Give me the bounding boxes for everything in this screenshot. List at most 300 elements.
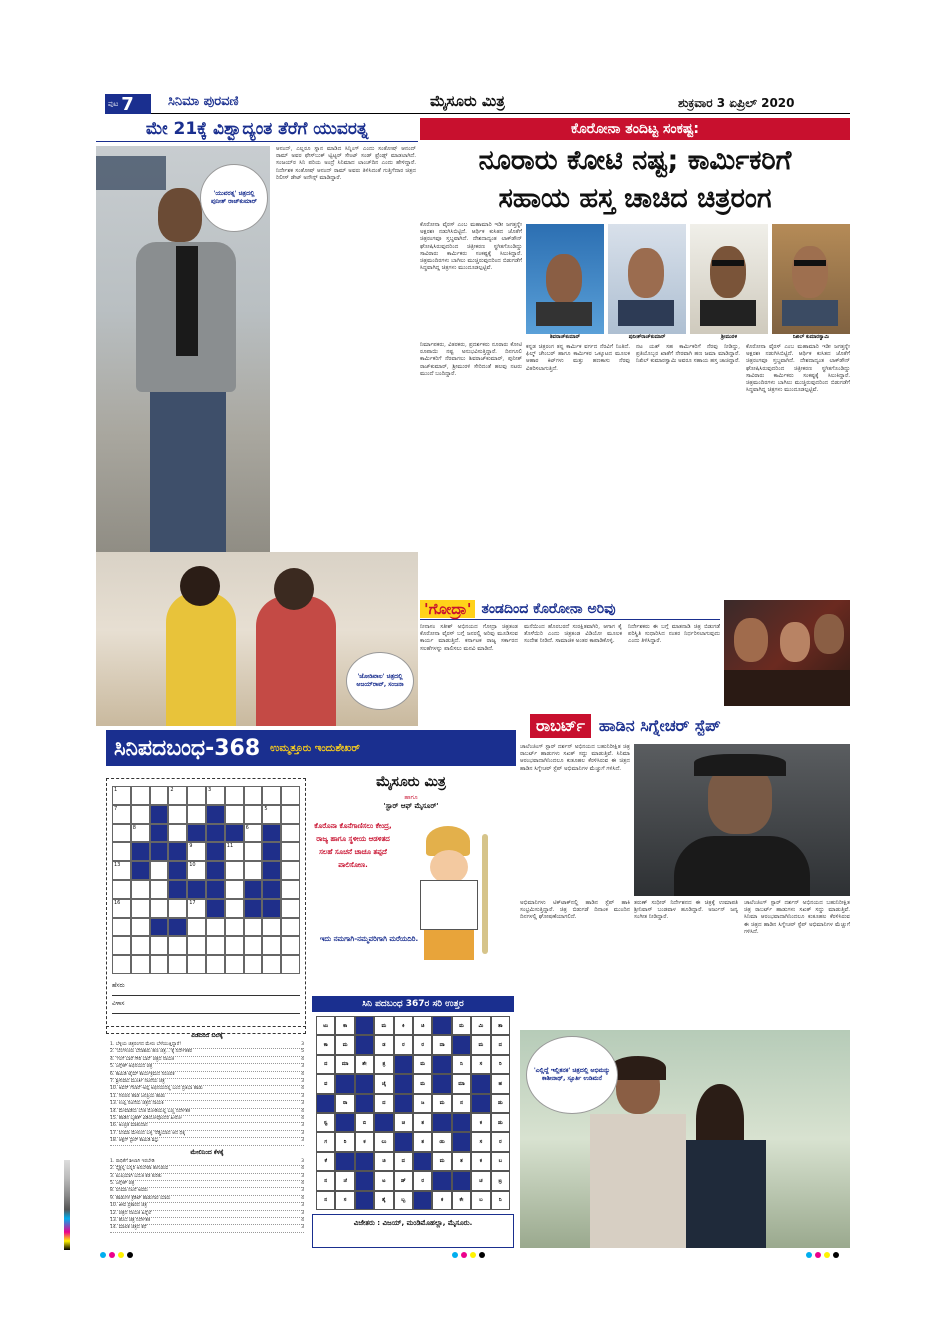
answer-cell xyxy=(394,1055,413,1074)
answer-cell: ಚಿ xyxy=(413,1016,432,1035)
crossword-cell[interactable]: 16 xyxy=(112,899,131,918)
crossword-cell[interactable] xyxy=(281,861,300,880)
newspaper-name: ಮೈಸೂರು ಮಿತ್ರ xyxy=(430,92,505,110)
page-number-box xyxy=(105,94,151,114)
godhra-poster xyxy=(724,600,850,706)
robert-title-rest: ಹಾಡಿನ ಸಿಗ್ನೇಚರ್ ಸ್ಟೆಪ್ xyxy=(598,716,721,735)
crossword-cell[interactable] xyxy=(112,955,131,974)
crossword-cell[interactable]: 13 xyxy=(112,861,131,880)
crossword-cell xyxy=(168,918,187,937)
answer-cell: ರ xyxy=(491,1132,510,1151)
clue-length: 4 xyxy=(301,1086,304,1092)
answer-cell xyxy=(394,1132,413,1151)
clue-row xyxy=(110,1211,304,1218)
answer-cell: ದ xyxy=(491,1035,510,1054)
crossword-cell xyxy=(150,918,169,937)
address-label: ವಿಳಾಸ xyxy=(112,1000,125,1007)
clue-text: 18. ಆಕ್ಷನ್ ಸ್ಟಾರ್ ಕಾಮಿಡಿ ಶಿಸ್ತು xyxy=(110,1138,159,1144)
answer-cell xyxy=(413,1152,432,1171)
crossword-cell[interactable] xyxy=(244,936,263,955)
jodi-photo xyxy=(96,552,418,726)
promo-message: ಕೊರೊನಾ ಕೊನೆಗಾಣಿಸಲು ಕೇಂದ್ರ, ರಾಜ್ಯ ಹಾಗೂ ಸ್ಥಳೀಯ ಆಡಳಿತದ ಸಲಹೆ ಸೂಚನೆ ಚಾಚೂ ತಪ್ಪದೆ ಪಾಲಿಸೋಣ. xyxy=(314,822,392,869)
answer-cell: ರಾ xyxy=(335,1094,354,1113)
answer-cell: ನ xyxy=(452,1094,471,1113)
clue-row xyxy=(110,1166,304,1173)
crossword-cell[interactable] xyxy=(187,786,206,805)
corona-headline-2: ಸಹಾಯ ಹಸ್ತ ಚಾಚಿದ ಚಿತ್ರರಂಗ xyxy=(498,183,772,214)
godhra-text-col2: ಮನೆಯಿಂದ ಹೊರಬರದೆ ಸುರಕ್ಷಿತವಾಗಿರಿ, ಆಗಾಗ ಕೈ ತೊಳೆಯಿರಿ ಎಂದು ಚಿತ್ರತಂಡ ವಿಡಿಯೋ ಮೂಲಕ ಸಂದೇಶ ನೀಡಿದೆ. ಸಾಮಾಜಿಕ ಅಂತರ ಕಾಪಾಡಿಕೊಳ್ಳಿ. xyxy=(524,624,622,645)
clue-text: 1. ಬೆಳ್ಳಿಯ ಚಿತ್ರರಂಗದ ಮೇರು ಬೆಳೆಯುತ್ತಿದ್ದಾರೆ! xyxy=(110,1042,182,1047)
crossword-cell xyxy=(244,880,263,899)
answer-cell: ಮಾ xyxy=(335,1055,354,1074)
answer-cell xyxy=(432,1113,451,1132)
crossword-cell xyxy=(262,824,281,843)
godhra-headline-quote: 'ಗೋದ್ರಾ' xyxy=(420,600,475,618)
answer-cell: ಮ xyxy=(432,1152,451,1171)
clue-text: 5. ಜಗ್ಗೇಶ್ ಅಭಿನಯದ ಚಿತ್ರ xyxy=(110,1064,153,1070)
crossword-cell[interactable] xyxy=(225,861,244,880)
crossword-cell[interactable] xyxy=(244,786,263,805)
answer-cell: ಜೈ xyxy=(374,1074,393,1093)
answer-cell xyxy=(394,1074,413,1093)
clue-length: 3 xyxy=(301,1210,304,1216)
promo-box xyxy=(308,774,514,988)
answer-cell: ಸ xyxy=(471,1055,490,1074)
clue-length: 4 xyxy=(301,1195,304,1201)
answer-cell xyxy=(471,1094,490,1113)
promo-star: 'ಸ್ಟಾರ್ ಆಫ್ ಮೈಸೂರ್' xyxy=(383,802,439,810)
corona-headline-1: ನೂರಾರು ಕೋಟಿ ನಷ್ಟ; ಕಾರ್ಮಿಕರಿಗೆ xyxy=(478,145,792,176)
answer-cell: ತಾ xyxy=(491,1016,510,1035)
answer-cell: ಮ xyxy=(374,1016,393,1035)
crossword-cell xyxy=(262,899,281,918)
answer-cell: ರ xyxy=(413,1035,432,1054)
answer-cell: ರಿ xyxy=(335,1132,354,1151)
crossword-cell[interactable]: 8 xyxy=(131,824,150,843)
answer-cell: ಜ xyxy=(413,1094,432,1113)
clue-length: 4 xyxy=(301,1180,304,1186)
crossword-cell[interactable] xyxy=(168,936,187,955)
yuvarathna-text-col1: ಆನಂದ್, ಎಲ್ಲರೂ ಸ್ನಾನ ಮಾಡಿದ ಸಿನ್ನಿಂಗ್ ಎಂದು ಸಂತೋಷ್ ಆನಂದ್ ರಾಮ್ ಅವರ ಫೇಸ್‌ಬುಕ್ ಟ್ವಿಟ್ಟರ್ ಸೇಂಟ್ ಸಂಡ್ ಫ್ರೆಂಡ್ಸ್ ಮಾಡಲಾಗಿದೆ. ಸಂಜಯ್‌ರ ಸಿನಿ ಪರಿಯ ಅಂದ್ರೆ ಸಿನಿಮಾದ ಲಾಂಚ್‌ದಿನ ಎಂದು ಹೇಳಿದ್ದಾರೆ. ನಿರ್ದೇಶಕ ಸಂತೋಷ್ ಆನಂದ್ ರಾಮ್ ಅವರು ತಿಳಿಸಿದಂತೆ ಗುತ್ತಿಗೆದಾರ ಚಿತ್ರದ ರಿಲೀಸ್ ಡೇಟ್ ಅನೌನ್ಸ್ ಮಾಡಿದ್ದಾರೆ. xyxy=(276,146,416,181)
crossword-cell[interactable] xyxy=(168,955,187,974)
clue-length: 3 xyxy=(301,1064,304,1070)
person-shirt xyxy=(176,246,198,356)
answer-cell: ನ xyxy=(316,1191,335,1210)
answer-cell: ಹ xyxy=(491,1074,510,1093)
crossword-cell[interactable] xyxy=(225,805,244,824)
answer-cell: ಚಿ xyxy=(394,1113,413,1132)
clue-length: 3 xyxy=(301,1158,304,1164)
crossword-cell xyxy=(206,880,225,899)
clue-row xyxy=(110,1086,304,1093)
clue-text: 16. ಅಂಬ್ರಿಕ ಮಾತುದಾನ xyxy=(110,1123,148,1129)
answer-cell xyxy=(374,1113,393,1132)
corona-text-col4: ಕೊರೋನಾ ವೈರಸ್ ಎಂಬ ಮಹಾಮಾರಿ ಇಡೀ ಜಗತ್ತನ್ನೇ ಅಕ್ಷರಶಃ ನಡುಗಿಸಿಬಿಟ್ಟಿದೆ. ಆರ್ಥಿಕ ಕುಸಿತದ ಜೊತೆಗೆ ಚಿತ್ರರಂಗವೂ ಸ್ತಬ್ಧವಾಗಿದೆ. ದೇಶದಾದ್ಯಂತ ಲಾಕ್‌ಡೌನ್ ಘೋಷಿಸಿರುವುದರಿಂದ ಚಿತ್ರೀಕರಣ ಸ್ಥಗಿತಗೊಂಡಿದ್ದು ಸಾವಿರಾರು ಕಾರ್ಮಿಕರು ಸಂಕಷ್ಟಕ್ಕೆ ಸಿಲುಕಿದ್ದಾರೆ. ಚಿತ್ರಮಂದಿರಗಳು ಬಾಗಿಲು ಮುಚ್ಚಿರುವುದರಿಂದ ಬಿಡುಗಡೆಗೆ ಸಿದ್ಧವಾಗಿದ್ದ ಚಿತ್ರಗಳು ಮುಂದೂಡಲ್ಪಟ್ಟಿವೆ. xyxy=(746,344,850,394)
answer-cell: ಟ xyxy=(374,1171,393,1190)
page-label: ಪುಟ xyxy=(108,99,119,108)
crossword-author: ಉಮ್ಮತ್ತೂರು ಇಂದುಶೇಖರ್ xyxy=(270,742,360,754)
clues-across xyxy=(110,1032,304,1233)
crossword-cell xyxy=(131,842,150,861)
crossword-cell[interactable] xyxy=(168,899,187,918)
crossword-cell[interactable] xyxy=(168,805,187,824)
crossword-cell[interactable] xyxy=(131,918,150,937)
crossword-cell[interactable] xyxy=(281,786,300,805)
answer-cell: ನಿ xyxy=(491,1191,510,1210)
crossword-cell[interactable] xyxy=(281,918,300,937)
clue-row xyxy=(110,1188,304,1195)
answer-cell: ದ xyxy=(394,1152,413,1171)
crossword-cell xyxy=(206,842,225,861)
robert-title-logo: ರಾಬರ್ಟ್ xyxy=(530,714,591,738)
answer-cell: ಕಾ xyxy=(316,1035,335,1054)
crossword-cell[interactable] xyxy=(225,918,244,937)
crossword-cell[interactable]: 3 xyxy=(206,786,225,805)
crossword-address-field[interactable] xyxy=(112,1000,300,1014)
crossword-cell[interactable] xyxy=(262,786,281,805)
answer-cell: ಕ xyxy=(432,1191,451,1210)
answer-cell: ಕೇ xyxy=(452,1191,471,1210)
actor-name-4: ನಿಖಿಲ್ ಕುಮಾರಸ್ವಾಮಿ xyxy=(792,334,830,340)
crossword-cell[interactable] xyxy=(168,824,187,843)
crossword-cell[interactable] xyxy=(225,786,244,805)
actor-name-1: ಶಿವರಾಜ್‌ಕುಮಾರ್ xyxy=(550,334,580,340)
crossword-cell[interactable]: 10 xyxy=(187,861,206,880)
answer-cell xyxy=(316,1094,335,1113)
answer-cell: ಬ xyxy=(491,1152,510,1171)
answer-cell: ಬಿ xyxy=(355,1113,374,1132)
color-marks-center xyxy=(452,1252,485,1258)
crossword-cell[interactable] xyxy=(225,899,244,918)
clue-text: 7. ಶ್ರೀನಿವಾಸ ಮೂರ್ತಿ ನಟನೆಯ ಚಿತ್ರ xyxy=(110,1079,165,1085)
clue-length: 3 xyxy=(301,1093,304,1099)
crossword-cell xyxy=(168,842,187,861)
crossword-cell[interactable] xyxy=(131,955,150,974)
ellidde-caption: 'ಎಲ್ಲಿದ್ದೆ ಇಲ್ಲಿತನಕ' ಚಿತ್ರದಲ್ಲಿ ಅಭಿಮನ್ಯು ಕಾಶೀನಾಥ್, ಸ್ಫೂರ್ತಿ ಉಡಿಮನೆ xyxy=(526,1036,618,1114)
answer-cell xyxy=(355,1094,374,1113)
corona-text-col3: ನಟ ಯಶ್ ಸಹ ಕಾರ್ಮಿಕರಿಗೆ ನೆರವು ನೀಡಿದ್ದು, ಪ್ರತಿಯೊಬ್ಬರ ಖಾತೆಗೆ ನೇರವಾಗಿ ಹಣ ಜಮಾ ಮಾಡಿದ್ದಾರೆ. ನಿಖಿಲ್ ಕುಮಾರಸ್ವಾಮಿ ಅವರೂ ಸಹಾಯ ಹಸ್ತ ಚಾಚಿದ್ದಾರೆ. xyxy=(636,344,740,365)
clue-length: 4 xyxy=(301,1217,304,1223)
promo-and: ಹಾಗೂ xyxy=(404,794,418,801)
clue-length: 4 xyxy=(301,1166,304,1172)
answer-cell: ಸ xyxy=(335,1191,354,1210)
clue-text: 2. ಸೈಕ್ಲಲ್ಲಿ ಬನ್ನಿರಿ ಅನಿಬೇಡಾ ತಾಗುಡುವ xyxy=(110,1166,169,1172)
answer-cell: ನ xyxy=(316,1171,335,1190)
crossword-cell[interactable] xyxy=(262,955,281,974)
crossword-cell[interactable] xyxy=(281,899,300,918)
clue-row xyxy=(110,1101,304,1108)
answer-cell: ಡು xyxy=(491,1094,510,1113)
answer-cell: ಮ xyxy=(471,1035,490,1054)
crossword-cell[interactable]: 17 xyxy=(187,899,206,918)
cartoon-illustration xyxy=(400,820,512,970)
crossword-cell[interactable]: 5 xyxy=(262,805,281,824)
clue-length: 3 xyxy=(301,1079,304,1085)
crossword-cell[interactable] xyxy=(244,842,263,861)
crossword-cell[interactable] xyxy=(150,861,169,880)
answer-cell xyxy=(355,1152,374,1171)
crossword-cell[interactable] xyxy=(262,936,281,955)
crossword-cell[interactable] xyxy=(244,805,263,824)
answer-title: ಸಿನಿ ಪದಬಂಧ 367ರ ಸರಿ ಉತ್ತರ xyxy=(312,996,514,1012)
crossword-cell[interactable]: 11 xyxy=(225,842,244,861)
crossword-cell xyxy=(187,824,206,843)
section-title: ಸಿನಿಮಾ ಪುರವಣಿ xyxy=(168,94,239,109)
crossword-cell[interactable] xyxy=(131,899,150,918)
clue-length: 4 xyxy=(301,1108,304,1114)
crossword-cell xyxy=(262,842,281,861)
crossword-cell[interactable]: 2 xyxy=(168,786,187,805)
answer-grid xyxy=(316,1016,510,1210)
page-number: 7 xyxy=(121,93,134,115)
answer-cell: ರಿ xyxy=(491,1055,510,1074)
actor-photo-shivarajkumar xyxy=(526,224,604,334)
answer-cell: ಮಾ xyxy=(452,1074,471,1093)
clue-row xyxy=(110,1203,304,1210)
answer-cell: ಮ xyxy=(432,1094,451,1113)
answer-cell: ಕ xyxy=(471,1113,490,1132)
name-label: ಹೆಸರು xyxy=(112,982,125,989)
answer-cell xyxy=(355,1074,374,1093)
clue-text: 13. ಹೊಸ ಚಿತ್ರ ನಿರ್ದೇಶಕ xyxy=(110,1217,151,1223)
clue-length: 3 xyxy=(301,1042,304,1047)
crossword-cell xyxy=(206,824,225,843)
crossword-cell[interactable] xyxy=(281,842,300,861)
crossword-cell[interactable] xyxy=(244,918,263,937)
clue-text: 17. ಸಿನಿಮಾ ಮೇಲಿಂದ ಬಳ್ಳಿ 'ರೆಡ್ಡಿಯಾದ ಆದ ಧಿಕ್ಕ xyxy=(110,1130,186,1136)
clue-text: 10. ಜೀವ ಪ್ರಕಾರದ ಚಿತ್ರ xyxy=(110,1203,147,1209)
clue-row xyxy=(110,1064,304,1071)
woman-head xyxy=(180,566,220,606)
man-head xyxy=(274,568,314,610)
answer-cell: ಗ xyxy=(316,1132,335,1151)
crossword-header xyxy=(106,730,516,766)
clue-text: 10. ಅವನ್ ಗೆಲಾರೆ'-ಅಪ್ಪ ಅಭಿನಯದಲ್ಲಿ ಬಂದ ಪ್ರತಿಭಾ ಹಾಡು xyxy=(110,1086,203,1092)
clue-row xyxy=(110,1174,304,1181)
crossword-cell[interactable] xyxy=(131,880,150,899)
crossword-cell xyxy=(206,805,225,824)
answer-cell: ಜೆ xyxy=(335,1171,354,1190)
answer-cell: ಕ xyxy=(471,1152,490,1171)
corona-intro-text: ಕೊರೋನಾ ವೈರಸ್ ಎಂಬ ಮಹಾಮಾರಿ ಇಡೀ ಜಗತ್ತನ್ನೇ ಅಕ್ಷರಶಃ ನಡುಗಿಸಿಬಿಟ್ಟಿದೆ. ಆರ್ಥಿಕ ಕುಸಿತದ ಜೊತೆಗೆ ಚಿತ್ರರಂಗವೂ ಸ್ತಬ್ಧವಾಗಿದೆ. ದೇಶದಾದ್ಯಂತ ಲಾಕ್‌ಡೌನ್ ಘೋಷಿಸಿರುವುದರಿಂದ ಚಿತ್ರೀಕರಣ ಸ್ಥಗಿತಗೊಂಡಿದ್ದು ಸಾವಿರಾರು ಕಾರ್ಮಿಕರು ಸಂಕಷ್ಟಕ್ಕೆ ಸಿಲುಕಿದ್ದಾರೆ. ಚಿತ್ರಮಂದಿರಗಳು ಬಾಗಿಲು ಮುಚ್ಚಿರುವುದರಿಂದ ಬಿಡುಗಡೆಗೆ ಸಿದ್ಧವಾಗಿದ್ದ ಚಿತ್ರಗಳು ಮುಂದೂಡಲ್ಪಟ್ಟಿವೆ. xyxy=(420,222,522,272)
answer-cell: ಬ್ಬ xyxy=(394,1191,413,1210)
answer-cell: ಮಿ xyxy=(471,1016,490,1035)
answer-cell: ಟ್ರ xyxy=(491,1171,510,1190)
crossword-cell xyxy=(168,880,187,899)
answer-cell: ಡ್ xyxy=(394,1171,413,1190)
issue-date: ಶುಕ್ರವಾರ 3 ಏಪ್ರಿಲ್ 2020 xyxy=(678,96,795,110)
clue-length: 3 xyxy=(301,1225,304,1231)
yuvarathna-caption: 'ಯುವರತ್ನ' ಚಿತ್ರದಲ್ಲಿ ಪುನೀತ್ ರಾಜ್‌ಕುಮಾರ್ xyxy=(200,164,268,232)
answer-cell xyxy=(452,1113,471,1132)
clue-text: 3. ಖುಷಿಯಾಗಿ ಬದುಕಿ ಕಡ ಕುರಿತು xyxy=(110,1173,162,1179)
answer-cell: ಮ xyxy=(413,1074,432,1093)
crossword-cell[interactable]: 9 xyxy=(187,842,206,861)
answer-cell: ಕಿ xyxy=(394,1016,413,1035)
clue-length: 3 xyxy=(301,1203,304,1209)
clue-text: 14. ಮಾಲಿಕ ಚಿತ್ರದ ಕಥೆ xyxy=(110,1225,147,1231)
clue-length: 4 xyxy=(301,1056,304,1062)
clue-row xyxy=(110,1072,304,1079)
answer-cell: ರ xyxy=(413,1171,432,1190)
clue-row xyxy=(110,1049,304,1056)
crossword-cell[interactable] xyxy=(206,918,225,937)
crossword-cell[interactable] xyxy=(112,824,131,843)
crossword-cell xyxy=(150,842,169,861)
crossword-cell[interactable] xyxy=(206,936,225,955)
answer-cell xyxy=(452,1035,471,1054)
crossword-cell xyxy=(168,861,187,880)
crossword-cell[interactable] xyxy=(150,880,169,899)
answer-cell: ಸ xyxy=(471,1132,490,1151)
robert-text-col1: ಚಾಲೆಂಜಿಂಗ್ ಸ್ಟಾರ್ ದರ್ಶನ್ ಅಭಿನಯದ ಬಹುನಿರೀಕ್ಷಿತ ಚಿತ್ರ ರಾಬರ್ಟ್ ಹಾಡುಗಳು ಸಖತ್ ಸದ್ದು ಮಾಡುತ್ತಿವೆ. ಸಿನಿಮಾ ಆರಂಭವಾದಾಗಿನಿಂದಲೂ ಕುತೂಹಲ ಕೆರಳಿಸಿರುವ ಈ ಚಿತ್ರದ ಹಾಡಿನ ಸಿಗ್ನೇಚರ್ ಸ್ಟೆಪ್ ಅಭಿಮಾನಿಗಳ ಮೆಚ್ಚುಗೆ ಗಳಿಸಿದೆ. xyxy=(520,744,630,772)
crossword-cell[interactable] xyxy=(150,936,169,955)
answer-cell: ಶೇ xyxy=(355,1055,374,1074)
godhra-headline xyxy=(420,598,720,620)
crossword-cell[interactable] xyxy=(150,786,169,805)
photo-background-sign xyxy=(96,156,166,190)
crossword-cell[interactable] xyxy=(281,936,300,955)
clue-row xyxy=(110,1109,304,1116)
crossword-cell[interactable] xyxy=(187,805,206,824)
winner-box xyxy=(312,1214,514,1248)
clue-text: 4. 'ಗಂಗೆ ಬಾರೆ ಗೌರಿ ಬಾರೆ' ಚಿತ್ರದ ನಾಯಕಿ xyxy=(110,1056,175,1062)
crossword-cell[interactable] xyxy=(131,786,150,805)
yuvarathna-headline: ಮೇ 21ಕ್ಕೆ ವಿಶ್ವಾದ್ಯಂತ ತೆರೆಗೆ ಯುವರತ್ನ xyxy=(96,116,418,142)
crossword-cell xyxy=(225,824,244,843)
clue-length: 5 xyxy=(301,1049,304,1055)
crossword-cell[interactable] xyxy=(206,955,225,974)
answer-cell xyxy=(432,1074,451,1093)
crossword-cell[interactable] xyxy=(225,955,244,974)
crossword-cell[interactable] xyxy=(187,936,206,955)
actor-photo-nikhil xyxy=(772,224,850,334)
crossword-cell[interactable] xyxy=(112,918,131,937)
clue-row xyxy=(110,1196,304,1203)
clue-text: 9. ಹಾಡುಗಳ ಕ್ರೆಡಿಟ್ ಹಾಡುಗಾರ ಯಾರು xyxy=(110,1195,171,1201)
across-title: ಎಡದಿಂದ ಬಲಕ್ಕೆ xyxy=(191,1032,223,1039)
answer-cell: ಯಿ xyxy=(432,1132,451,1151)
crossword-cell[interactable] xyxy=(281,880,300,899)
answer-cell: ಮ xyxy=(452,1016,471,1035)
crossword-cell[interactable] xyxy=(131,805,150,824)
answer-cell: ಡು xyxy=(491,1113,510,1132)
robert-text-col3: ತರುಣ್ ಸುಧೀರ್ ನಿರ್ದೇಶನದ ಈ ಚಿತ್ರಕ್ಕೆ ಉಮಾಪತಿ ಶ್ರೀನಿವಾಸ್ ಬಂಡವಾಳ ಹೂಡಿದ್ದಾರೆ. ಅರ್ಜುನ್ ಜನ್ಯ ಸಂಗೀತ ನೀಡಿದ್ದಾರೆ. xyxy=(634,900,738,921)
crossword-cell[interactable] xyxy=(112,880,131,899)
woman-figure xyxy=(166,592,236,726)
actor-photo-row xyxy=(526,224,850,334)
answer-cell: ಬ xyxy=(471,1191,490,1210)
corona-kicker: ಕೊರೋನಾ ತಂದಿಟ್ಟ ಸಂಕಷ್ಟ: xyxy=(420,118,850,140)
godhra-headline-rest: ತಂಡದಿಂದ ಕೊರೋನಾ ಅರಿವು xyxy=(481,600,616,617)
answer-cell xyxy=(432,1055,451,1074)
crossword-grid xyxy=(112,786,300,974)
down-title: ಮೇಲಿನಿಂದ ಕೆಳಕ್ಕೆ xyxy=(190,1148,224,1156)
crossword-cell[interactable] xyxy=(187,955,206,974)
crossword-cell xyxy=(187,880,206,899)
robert-text-col4: ಚಾಲೆಂಜಿಂಗ್ ಸ್ಟಾರ್ ದರ್ಶನ್ ಅಭಿನಯದ ಬಹುನಿರೀಕ್ಷಿತ ಚಿತ್ರ ರಾಬರ್ಟ್ ಹಾಡುಗಳು ಸಖತ್ ಸದ್ದು ಮಾಡುತ್ತಿವೆ. ಸಿನಿಮಾ ಆರಂಭವಾದಾಗಿನಿಂದಲೂ ಕುತೂಹಲ ಕೆರಳಿಸಿರುವ ಈ ಚಿತ್ರದ ಹಾಡಿನ ಸಿಗ್ನೇಚರ್ ಸ್ಟೆಪ್ ಅಭಿಮಾನಿಗಳ ಮೆಚ್ಚುಗೆ ಗಳಿಸಿದೆ. xyxy=(744,900,850,935)
crossword-cell[interactable] xyxy=(244,955,263,974)
answer-cell: ತ್ರ xyxy=(374,1055,393,1074)
answer-cell: ಟು xyxy=(316,1016,335,1035)
person-head xyxy=(158,188,202,242)
crossword-cell xyxy=(131,861,150,880)
clue-text: 15. ಹಾಡಿನ ಬೃಹತ್ ವಿಡಿಯೋವೊಂದರ ಹೀರೋ xyxy=(110,1116,182,1122)
clue-row xyxy=(110,1123,304,1130)
answer-cell: ಮ xyxy=(335,1035,354,1054)
crossword-cell[interactable] xyxy=(281,955,300,974)
answer-cell: ದ xyxy=(316,1055,335,1074)
man-figure xyxy=(256,596,336,726)
answer-cell: ಚ xyxy=(471,1171,490,1190)
answer-cell: ತ xyxy=(413,1132,432,1151)
answer-cell xyxy=(355,1035,374,1054)
crossword-cell[interactable]: 6 xyxy=(244,824,263,843)
crossword-cell[interactable] xyxy=(150,899,169,918)
answer-cell: ತೈ xyxy=(374,1191,393,1210)
crossword-name-field[interactable] xyxy=(112,982,300,996)
crossword-cell[interactable] xyxy=(187,918,206,937)
answer-cell: ತ xyxy=(413,1113,432,1132)
answer-cell: ಕಾ xyxy=(335,1016,354,1035)
clue-length: 3 xyxy=(301,1173,304,1179)
answer-cell xyxy=(355,1171,374,1190)
answer-cell xyxy=(394,1094,413,1113)
corona-text-col1: ನಿರ್ಮಾಪಕರು, ವಿತರಕರು, ಪ್ರದರ್ಶಕರು ನೂರಾರು ಕೋಟಿ ರೂಪಾಯಿ ನಷ್ಟ ಅನುಭವಿಸುತ್ತಿದ್ದಾರೆ. ದಿನಗೂಲಿ ಕಾರ್ಮಿಕರಿಗೆ ನೆರವಾಗಲು ಶಿವರಾಜ್‌ಕುಮಾರ್, ಪುನೀತ್ ರಾಜ್‌ಕುಮಾರ್, ಶ್ರೀಮುರಳಿ ಸೇರಿದಂತೆ ಹಲವು ನಟರು ಮುಂದೆ ಬಂದಿದ್ದಾರೆ. xyxy=(420,342,522,377)
clue-text: 14. ಮೇವಾಡೆಯ ಬೆಂಕಿ ಮೋಡಿಯಲ್ಲಿ ಬಣ್ಣ ನಿರ್ದೇಶಕ xyxy=(110,1108,191,1114)
crossword-cell[interactable] xyxy=(281,824,300,843)
crossword-cell[interactable] xyxy=(281,805,300,824)
crossword-cell[interactable] xyxy=(225,880,244,899)
answer-cell xyxy=(452,1132,471,1151)
clue-text: 5. ಜಗ್ಗೇಶ್ ಚಿತ್ರ xyxy=(110,1180,135,1186)
crossword-cell[interactable] xyxy=(112,936,131,955)
actor-names-row xyxy=(526,334,850,342)
clue-length: 4 xyxy=(301,1071,304,1077)
clue-text: 1. ರಾಧಿಕೆಗೆ ಶೀಲಾಗಿ ಇರಬೇಡಿ xyxy=(110,1158,155,1164)
clue-row xyxy=(110,1159,304,1166)
crossword-cell[interactable] xyxy=(225,936,244,955)
answer-cell xyxy=(335,1113,354,1132)
answer-cell: ಸ್ವ xyxy=(316,1113,335,1132)
puneeth-photo xyxy=(96,146,270,556)
clue-length: 3 xyxy=(301,1130,304,1136)
answer-cell: ಡ xyxy=(374,1035,393,1054)
crossword-cell[interactable]: 1 xyxy=(112,786,131,805)
crossword-cell[interactable] xyxy=(112,842,131,861)
clue-text: 2. 'ಬೆಂಗಳೂರು ಬೆನಾಕಾರು ಹಣ ಚಿತ್ರ...'ಕ್ಕೆ ನಿರ್ದೇಶಕರ xyxy=(110,1049,193,1055)
actor-photo-puneeth xyxy=(608,224,686,334)
actor-name-3: ಶ್ರೀಮುರಳಿ xyxy=(720,334,738,340)
answer-cell xyxy=(432,1016,451,1035)
clue-row xyxy=(110,1138,304,1145)
clue-text: 6. ಕಾಮಿಡಿ ಟೈಮ್ ಕಾರ್ಯಕ್ರಮದ ನಿರೂಪಕ xyxy=(110,1071,175,1077)
crossword-cell xyxy=(150,805,169,824)
crossword-cell[interactable] xyxy=(150,955,169,974)
clue-text: 11. ಗಲಿಬಿಲಿ ಹಾಡ ಜನಪ್ರಿಯ ಹಾಡು xyxy=(110,1093,166,1099)
winner-text: ವಿಜೇತರು : ವಿಜಯ್, ಮಂಡಿಮೊಹಲ್ಲಾ, ಮೈಸೂರು. xyxy=(353,1219,473,1227)
corona-text-col2: ಕನ್ನಡ ಚಿತ್ರರಂಗ ತನ್ನ ಕಾರ್ಮಿಕ ವರ್ಗದ ನೆರವಿಗೆ ನಿಂತಿದೆ. ಫಿಲ್ಮ್ ಚೇಂಬರ್ ಹಾಗೂ ಕಾರ್ಮಿಕರ ಒಕ್ಕೂಟದ ಮೂಲಕ ಆಹಾರ ಕಿಟ್‌ಗಳು ಮತ್ತು ಹಣಕಾಸು ನೆರವು ವಿತರಿಸಲಾಗುತ್ತಿದೆ. xyxy=(526,344,630,372)
crossword-cell[interactable]: 7 xyxy=(112,805,131,824)
robert-text-col2: ಅಭಿಮಾನಿಗಳು ಟಿಕ್‌ಟಾಕ್‌ನಲ್ಲಿ ಹಾಡಿನ ಸ್ಟೆಪ್ ಹಾಕಿ ಸಂಭ್ರಮಿಸುತ್ತಿದ್ದಾರೆ. ಚಿತ್ರ ಬಿಡುಗಡೆ ದಿನಾಂಕ ಮುಂದಿನ ದಿನಗಳಲ್ಲಿ ಘೋಷಣೆಯಾಗಲಿದೆ. xyxy=(520,900,630,921)
crossword-cell xyxy=(150,824,169,843)
answer-cell: ವ xyxy=(316,1074,335,1093)
crossword-cell[interactable] xyxy=(131,936,150,955)
crossword-cell xyxy=(262,880,281,899)
crossword-cell[interactable] xyxy=(244,861,263,880)
crossword-cell[interactable] xyxy=(262,918,281,937)
clue-text: 8. ಸಿನಿಮಾ ನಟನೆ ಅವರು xyxy=(110,1188,148,1194)
